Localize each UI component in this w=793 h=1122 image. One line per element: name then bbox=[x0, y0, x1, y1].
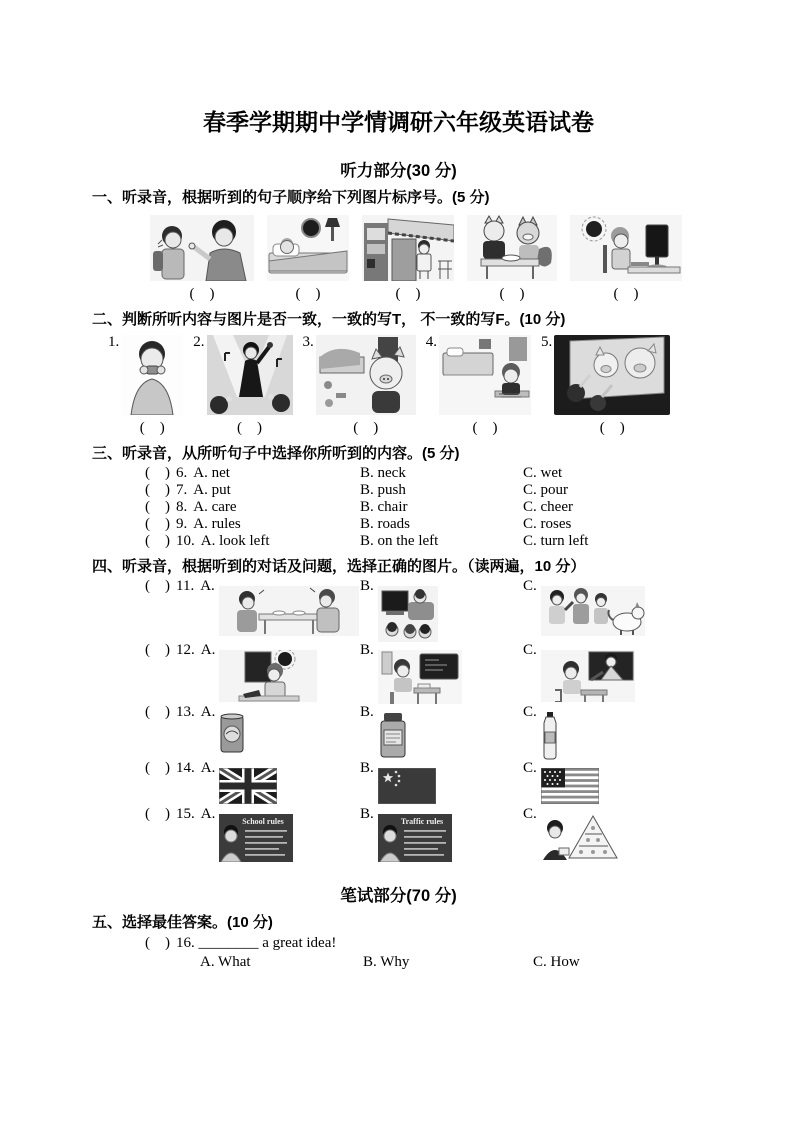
boy-eating-burger-image bbox=[121, 335, 183, 415]
answer-bracket[interactable]: ( ) bbox=[599, 419, 625, 436]
option-a-letter: A. bbox=[200, 577, 215, 594]
watching-pig-movie-image bbox=[554, 335, 670, 415]
section4-header: 四、听录音，根据听到的对话及问题，选择正确的图片。（读两遍，10 分） bbox=[92, 557, 586, 575]
option-b: B. roads bbox=[360, 515, 410, 532]
option-c-letter: C. bbox=[523, 703, 537, 720]
option-a: A. put bbox=[193, 481, 231, 498]
answer-bracket[interactable]: ( ) bbox=[145, 532, 170, 549]
question-row-12 bbox=[145, 642, 705, 704]
section2-item bbox=[426, 335, 531, 437]
answer-bracket[interactable]: ( ) bbox=[395, 285, 421, 302]
question-row-10 bbox=[145, 533, 705, 550]
boy-using-computer-at-night-image bbox=[570, 215, 682, 281]
question-number: 11. bbox=[176, 577, 195, 594]
option-c: C. How bbox=[533, 953, 580, 970]
answer-bracket[interactable]: ( ) bbox=[237, 419, 262, 436]
option-b: B. neck bbox=[360, 464, 406, 481]
student-looking-at-blackboard-image bbox=[378, 650, 462, 704]
teacher-and-student-at-desk-image bbox=[541, 650, 635, 702]
answer-bracket[interactable]: ( ) bbox=[189, 285, 215, 302]
picture-number: 1. bbox=[108, 333, 120, 350]
china-flag-image bbox=[378, 768, 436, 804]
poster-title-text: School rules bbox=[242, 816, 285, 826]
question-number: 12. bbox=[176, 641, 195, 658]
question-number: 15. bbox=[176, 805, 195, 822]
option-b-letter: B. bbox=[360, 805, 374, 822]
juice-jar-image bbox=[378, 712, 408, 758]
traffic-rules-poster-image bbox=[378, 814, 452, 862]
answer-bracket[interactable]: ( ) bbox=[353, 419, 379, 436]
section2-picture-row bbox=[108, 335, 705, 437]
option-b: B. chair bbox=[360, 498, 408, 515]
section1-item bbox=[467, 215, 557, 303]
question-number: 6. bbox=[176, 464, 188, 481]
children-playing-with-dog-image bbox=[541, 586, 645, 636]
section2-header: 二、判断所听内容与图片是否一致，一致的写T， 不一致的写F。(10 分) bbox=[92, 310, 566, 328]
cat-and-fox-eating-at-table-image bbox=[467, 215, 557, 281]
usa-flag-image bbox=[541, 768, 599, 804]
option-b-letter: B. bbox=[360, 577, 374, 594]
question-row-15 bbox=[145, 806, 705, 862]
picture-number: 4. bbox=[425, 333, 437, 350]
listening-part-header: 听力部分(30 分) bbox=[340, 161, 457, 180]
option-c: C. pour bbox=[523, 481, 568, 498]
option-a-letter: A. bbox=[200, 703, 216, 720]
answer-bracket[interactable]: ( ) bbox=[145, 805, 170, 822]
cola-can-image bbox=[219, 712, 245, 754]
answer-bracket[interactable]: ( ) bbox=[145, 464, 170, 481]
question-number: 7. bbox=[176, 481, 188, 498]
family-watching-tv-image bbox=[378, 586, 438, 642]
section2-item bbox=[108, 335, 183, 437]
option-a: A. care bbox=[193, 498, 237, 515]
answer-bracket[interactable]: ( ) bbox=[499, 285, 525, 302]
option-c-letter: C. bbox=[523, 577, 537, 594]
option-b: B. on the left bbox=[360, 532, 439, 549]
boy-at-shop-image bbox=[362, 215, 454, 281]
question-number: 10. bbox=[176, 532, 195, 549]
section1-item bbox=[362, 215, 454, 303]
section1-picture-row bbox=[150, 215, 705, 303]
written-part-header: 笔试部分(70 分) bbox=[340, 886, 457, 905]
answer-bracket[interactable]: ( ) bbox=[145, 934, 170, 951]
pig-in-messy-room-image bbox=[316, 335, 416, 415]
teacher-with-food-pyramid-image bbox=[541, 814, 619, 860]
answer-bracket[interactable]: ( ) bbox=[472, 419, 498, 436]
section2-item bbox=[541, 335, 670, 437]
option-c-letter: C. bbox=[523, 759, 537, 776]
answer-bracket[interactable]: ( ) bbox=[145, 703, 170, 720]
question-row-11 bbox=[145, 578, 705, 642]
poster-title-text: Traffic rules bbox=[400, 816, 443, 826]
page-title: 春季学期期中学情调研六年级英语试卷 bbox=[203, 109, 594, 135]
option-b: B. Why bbox=[363, 953, 410, 970]
option-c: C. roses bbox=[523, 515, 572, 532]
option-a-letter: A. bbox=[200, 641, 216, 658]
question-row-7 bbox=[145, 482, 705, 499]
picture-number: 2. bbox=[193, 333, 205, 350]
option-a-letter: A. bbox=[200, 759, 216, 776]
question-row-6 bbox=[145, 465, 705, 482]
girl-at-computer-at-night-image bbox=[219, 650, 317, 702]
section1-item bbox=[150, 215, 254, 303]
option-c: C. cheer bbox=[523, 498, 573, 515]
option-a: A. rules bbox=[193, 515, 241, 532]
section2-item bbox=[193, 335, 292, 437]
option-c-letter: C. bbox=[523, 641, 537, 658]
mother-and-child-talking-at-table-image bbox=[219, 586, 359, 636]
answer-bracket[interactable]: ( ) bbox=[145, 759, 170, 776]
answer-bracket[interactable]: ( ) bbox=[145, 498, 170, 515]
answer-bracket[interactable]: ( ) bbox=[145, 641, 170, 658]
question-number: 9. bbox=[176, 515, 188, 532]
option-a: A. net bbox=[193, 464, 230, 481]
answer-bracket[interactable]: ( ) bbox=[145, 481, 170, 498]
answer-bracket[interactable]: ( ) bbox=[295, 285, 321, 302]
girl-in-tidy-room-image bbox=[439, 335, 531, 415]
question-row-14 bbox=[145, 760, 705, 806]
question-row-16 bbox=[145, 934, 705, 953]
option-b-letter: B. bbox=[360, 641, 374, 658]
question-number: 14. bbox=[176, 759, 195, 776]
option-c-letter: C. bbox=[523, 805, 537, 822]
section5-header: 五、选择最佳答案。(10 分) bbox=[92, 913, 273, 931]
answer-bracket[interactable]: ( ) bbox=[139, 419, 165, 436]
uk-flag-image bbox=[219, 768, 277, 804]
section1-item bbox=[570, 215, 682, 303]
option-b-letter: B. bbox=[360, 703, 374, 720]
answer-bracket[interactable]: ( ) bbox=[145, 515, 170, 532]
boy-sleeping-in-bed-image bbox=[267, 215, 349, 281]
option-a: A. look left bbox=[200, 532, 270, 549]
question-stem: 16. ________ a great idea! bbox=[176, 934, 337, 951]
option-a: A. What bbox=[200, 953, 251, 970]
question-16-options bbox=[200, 953, 705, 972]
option-c: C. turn left bbox=[523, 532, 589, 549]
question-number: 8. bbox=[176, 498, 188, 515]
question-row-9 bbox=[145, 516, 705, 533]
option-b: B. push bbox=[360, 481, 406, 498]
section1-header: 一、听录音，根据听到的句子顺序给下列图片标序号。(5 分) bbox=[92, 188, 490, 206]
question-number: 13. bbox=[176, 703, 195, 720]
school-rules-poster-image bbox=[219, 814, 293, 862]
option-b-letter: B. bbox=[360, 759, 374, 776]
water-bottle-image bbox=[541, 712, 559, 760]
question-row-13 bbox=[145, 704, 705, 760]
picture-number: 5. bbox=[541, 333, 553, 350]
singer-on-stage-image bbox=[207, 335, 293, 415]
option-c: C. wet bbox=[523, 464, 563, 481]
option-a-letter: A. bbox=[200, 805, 216, 822]
mother-scolding-crying-boy-image bbox=[150, 215, 254, 281]
section1-item bbox=[267, 215, 349, 303]
section2-item bbox=[303, 335, 416, 437]
answer-bracket[interactable]: ( ) bbox=[613, 285, 639, 302]
picture-number: 3. bbox=[302, 333, 314, 350]
section3-header: 三、听录音，从所听句子中选择你所听到的内容。(5 分) bbox=[92, 444, 460, 462]
question-row-8 bbox=[145, 499, 705, 516]
answer-bracket[interactable]: ( ) bbox=[145, 577, 170, 594]
